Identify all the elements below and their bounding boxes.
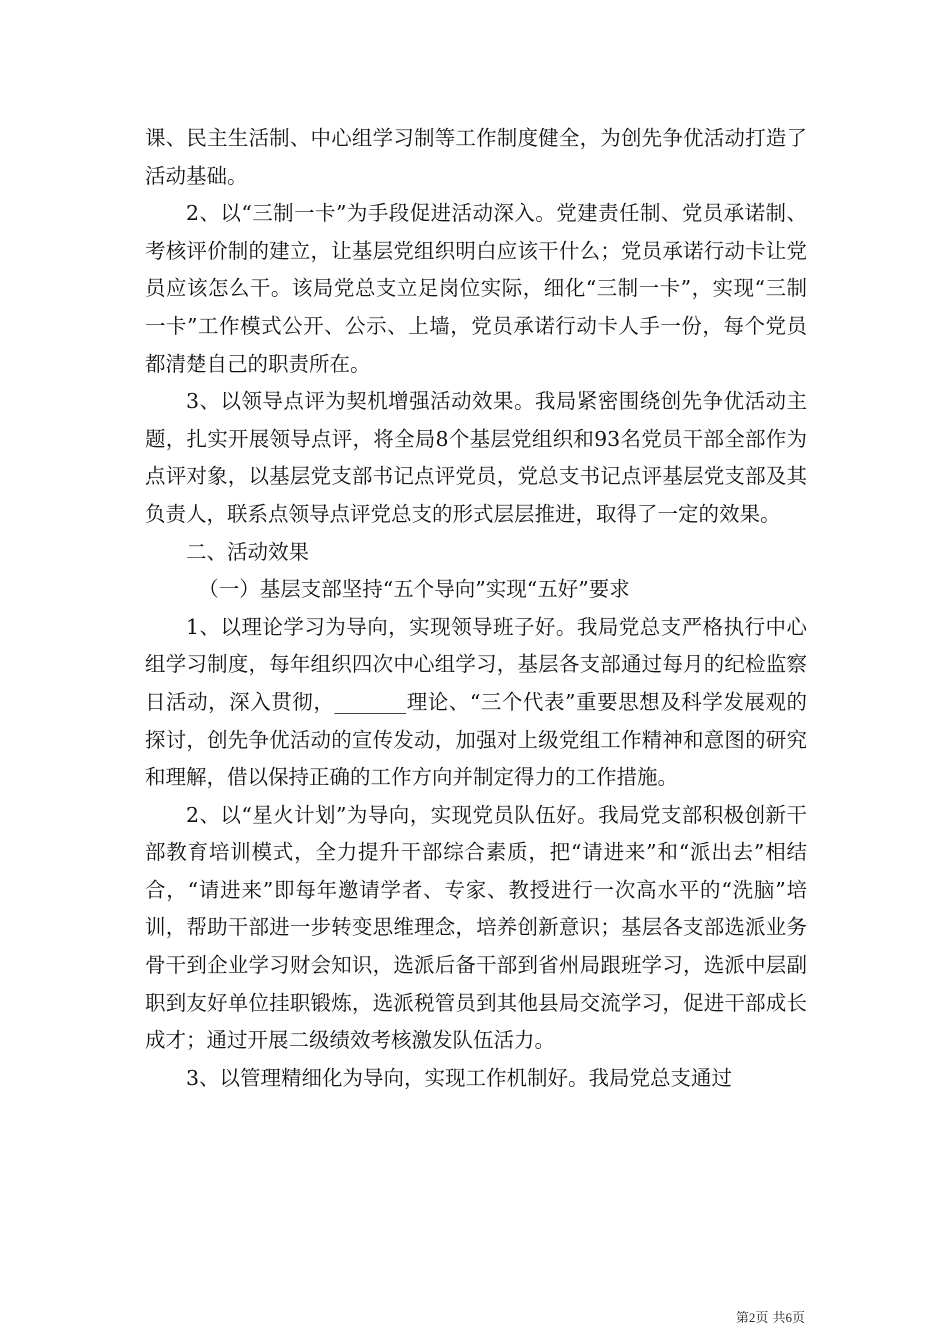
footer-total-pages: 6 bbox=[785, 1310, 792, 1325]
paragraph-continuation: 课、民主生活制、中心组学习制等工作制度健全，为创先争优活动打造了活动基础。 bbox=[145, 126, 807, 188]
footer-prefix: 第 bbox=[735, 1311, 749, 1326]
footer-middle: 页 共 bbox=[755, 1311, 786, 1326]
paragraph-leader-review: 3、以领导点评为契机增强活动效果。我局紧密围绕创先争优活动主题，扎实开展领导点评，将全局8个基层党组织和93名党员干部全部作为点评对象，以基层党支部书记点评党员，党总支书记点评基层党支部及其负责人，联系点领导点评党总支的形式层层推进，取得了一定的效果。 bbox=[145, 389, 807, 526]
subsection-heading-five-guides: （一）基层支部坚持“五个导向”实现“五好”要求 bbox=[198, 577, 630, 602]
paragraph-theory-study: 1、以理论学习为导向，实现领导班子好。我局党总支严格执行中心组学习制度，每年组织四次中心组学习，基层各支部通过每月的纪检监察日活动，深入贯彻，_______理论、“三个代表”重要思想及科学发展观的探讨，创先争优活动的宣传发动，加强对上级党组工作精神和意图的研究和理解，借以保持正确的工作方向并制定得力的工作措施。 bbox=[145, 614, 807, 790]
paragraph-refined-management: 3、以管理精细化为导向，实现工作机制好。我局党总支通过 bbox=[186, 1065, 733, 1090]
paragraph-spark-plan: 2、以“星火计划”为导向，实现党员队伍好。我局党支部积极创新干部教育培训模式，全力提升干部综合素质，把“请进来”和“派出去”相结合，“请进来”即每年邀请学者、专家、教授进行一次高水平的“洗脑”培训，帮助干部进一步转变思维理念，培养创新意识；基层各支部选派业务骨干到企业学习财会知识，选派后备干部到省州局跟班学习，选派中层副职到友好单位挂职锻炼，选派税管员到其他县局交流学习，促进干部成长成才；通过开展二级绩效考核激发队伍活力。 bbox=[145, 802, 807, 1053]
section-heading-effects: 二、活动效果 bbox=[186, 539, 309, 564]
footer-current-page: 2 bbox=[748, 1310, 756, 1325]
paragraph-three-systems: 2、以“三制一卡”为手段促进活动深入。党建责任制、党员承诺制、考核评价制的建立，让基层党组织明白应该干什么；党员承诺行动卡让党员应该怎么干。该局党总支立足岗位实际，细化“三制一卡”，实现“三制一卡”工作模式公开、公示、上墙，党员承诺行动卡人手一份，每个党员都清楚自己的职责所在。 bbox=[145, 201, 807, 376]
page-footer bbox=[736, 1307, 805, 1326]
footer-suffix: 页 bbox=[791, 1311, 805, 1326]
document-body bbox=[145, 120, 807, 1097]
